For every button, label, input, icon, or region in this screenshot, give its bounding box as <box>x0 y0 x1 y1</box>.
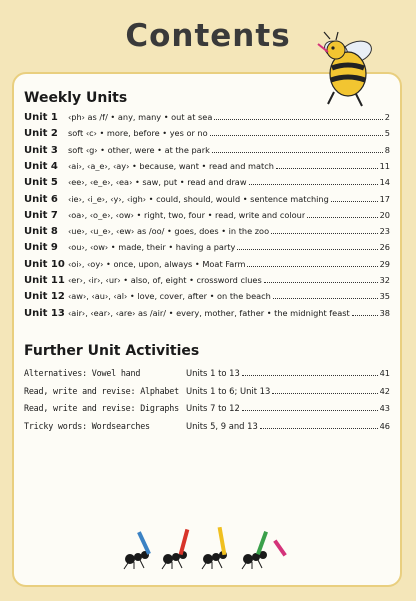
unit-description: ‹oi›, ‹oy› • once, upon, always • Moat Farm <box>68 258 246 269</box>
activity-units: Units 7 to 12 <box>186 403 240 413</box>
unit-label: Unit 1 <box>24 112 58 123</box>
further-activities-heading: Further Unit Activities <box>24 343 200 359</box>
unit-description: ‹air›, ‹ear›, ‹are› as /air/ • every, mother, father • the midnight feast <box>68 307 350 318</box>
unit-row <box>24 226 390 242</box>
unit-label: Unit 2 <box>24 128 58 140</box>
page-number: 20 <box>379 209 390 220</box>
unit-description: ‹ee›, ‹e_e›, ‹ea› • saw, put • read and draw <box>68 177 247 188</box>
unit-row <box>24 128 390 144</box>
weekly-units-heading: Weekly Units <box>24 90 128 106</box>
unit-label: Unit 6 <box>24 193 58 205</box>
activity-units: Units 1 to 6; Unit 13 <box>186 385 271 396</box>
unit-label: Unit 4 <box>24 160 58 172</box>
page-number: 23 <box>379 226 390 237</box>
unit-row <box>24 259 390 275</box>
page-number: 41 <box>379 368 390 378</box>
dot-leader <box>272 393 377 394</box>
activity-row <box>24 368 390 385</box>
unit-label: Unit 3 <box>24 144 58 156</box>
dot-leader <box>264 282 378 283</box>
unit-row <box>24 242 390 258</box>
dot-leader <box>249 184 378 185</box>
activity-row <box>24 386 390 403</box>
unit-row <box>24 161 390 177</box>
unit-label: Unit 13 <box>24 307 65 319</box>
unit-label: Unit 8 <box>24 226 58 238</box>
unit-description: ‹ie›, ‹i_e›, ‹y›, ‹igh› • could, should, would • sentence matching <box>68 193 329 204</box>
dot-leader <box>273 298 378 299</box>
unit-description: ‹oa›, ‹o_e›, ‹ow› • right, two, four • read, write and colour <box>68 209 306 220</box>
unit-description: ‹ph› as /f/ • any, many • out at sea <box>68 112 213 122</box>
page-number: 42 <box>379 385 390 396</box>
unit-description: soft ‹c› • more, before • yes or no <box>68 128 208 139</box>
page-number: 8 <box>384 144 390 155</box>
page-number: 38 <box>379 307 390 318</box>
dot-leader <box>212 152 383 153</box>
unit-description: ‹er›, ‹ir›, ‹ur› • also, of, eight • crossword clues <box>68 275 262 285</box>
unit-label: Unit 9 <box>24 242 58 254</box>
dot-leader <box>237 249 377 250</box>
activity-label: Read, write and revise: Alphabet <box>24 385 179 396</box>
unit-description: ‹ue›, ‹u_e›, ‹ew› as /oo/ • goes, does • in the zoo <box>68 226 270 237</box>
unit-label: Unit 10 <box>24 258 65 270</box>
page-number: 17 <box>379 193 390 204</box>
unit-row <box>24 145 390 161</box>
unit-label: Unit 11 <box>24 275 65 286</box>
unit-row <box>24 275 390 291</box>
page-number: 35 <box>379 291 390 302</box>
dot-leader <box>242 410 378 411</box>
activity-label: Alternatives: Vowel hand <box>24 368 141 378</box>
unit-row <box>24 177 390 193</box>
unit-description: soft ‹g› • other, were • at the park <box>68 144 210 155</box>
unit-row <box>24 308 390 324</box>
unit-row <box>24 291 390 307</box>
activity-units: Units 5, 9 and 13 <box>186 420 258 431</box>
unit-row <box>24 112 390 128</box>
unit-label: Unit 7 <box>24 209 58 221</box>
dot-leader <box>242 375 378 376</box>
unit-row <box>24 194 390 210</box>
dot-leader <box>271 233 378 234</box>
activity-label: Read, write and revise: Digraphs <box>24 403 179 413</box>
page-number: 43 <box>379 403 390 413</box>
page-number: 11 <box>379 160 390 171</box>
unit-label: Unit 5 <box>24 177 58 189</box>
ants-with-pencils-icon <box>120 525 300 571</box>
activity-row <box>24 421 390 438</box>
page-number: 29 <box>379 258 390 269</box>
dot-leader <box>352 315 378 316</box>
dot-leader <box>247 266 377 267</box>
dot-leader <box>210 135 383 136</box>
page-number: 26 <box>379 242 390 253</box>
dot-leader <box>214 119 382 120</box>
page-number: 32 <box>379 275 390 285</box>
page-number: 46 <box>379 420 390 431</box>
dot-leader <box>307 217 377 218</box>
dot-leader <box>331 201 378 202</box>
page-number: 14 <box>379 177 390 188</box>
activity-units: Units 1 to 13 <box>186 368 240 378</box>
unit-description: ‹aw›, ‹au›, ‹al› • love, cover, after • on the beach <box>68 291 271 302</box>
dot-leader <box>260 428 378 429</box>
page-number: 2 <box>384 112 390 122</box>
unit-description: ‹ai›, ‹a_e›, ‹ay› • because, want • read and match <box>68 160 274 171</box>
unit-label: Unit 12 <box>24 291 65 303</box>
unit-description: ‹ou›, ‹ow› • made, their • having a party <box>68 242 236 253</box>
activity-label: Tricky words: Wordsearches <box>24 420 150 431</box>
dot-leader <box>276 168 378 169</box>
page-title: Contents <box>125 18 291 54</box>
activity-row <box>24 403 390 420</box>
unit-row <box>24 210 390 226</box>
bee-icon <box>306 30 386 110</box>
page-number: 5 <box>384 128 390 139</box>
